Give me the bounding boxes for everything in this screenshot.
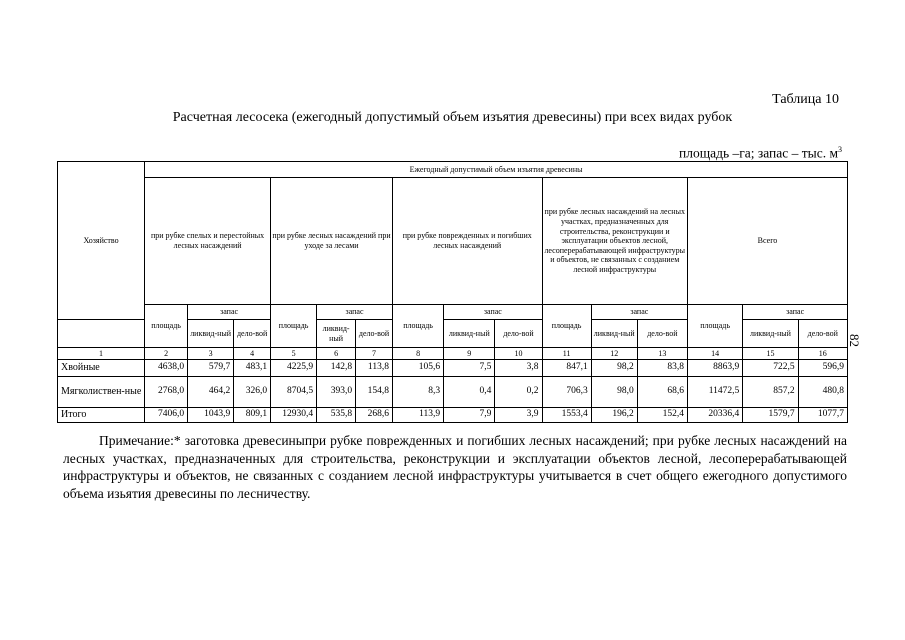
header-business: дело-вой: [637, 320, 687, 348]
table-cell: 98,2: [591, 360, 637, 377]
table-cell: 154,8: [356, 377, 393, 408]
table-cell: 152,4: [637, 408, 687, 423]
table-cell: 857,2: [743, 377, 798, 408]
header-liquid: ликвид-ный: [743, 320, 798, 348]
table-cell: 7,9: [444, 408, 495, 423]
table-label: Таблица 10: [772, 92, 839, 107]
table-cell: 0,4: [444, 377, 495, 408]
row-label: Итого: [58, 408, 145, 423]
table-cell: 11472,5: [687, 377, 742, 408]
header-business: дело-вой: [356, 320, 393, 348]
units-text: площадь –га; запас – тыс. м: [678, 145, 838, 161]
row-label: Хвойные: [58, 360, 145, 377]
table-cell: 809,1: [234, 408, 271, 423]
table-cell: 20336,4: [687, 408, 742, 423]
table-cell: 196,2: [591, 408, 637, 423]
row-label: Мягколиствен-ные: [58, 377, 145, 408]
table-cell: 464,2: [188, 377, 234, 408]
header-stock: запас: [591, 305, 687, 320]
table-cell: 83,8: [637, 360, 687, 377]
footnote: [63, 432, 847, 502]
table-cell: 847,1: [542, 360, 591, 377]
table-cell: 4638,0: [145, 360, 188, 377]
header-stock: запас: [743, 305, 848, 320]
column-number: 9: [444, 348, 495, 360]
header-liquid: ликвид-ный: [188, 320, 234, 348]
page-number: 82: [847, 334, 862, 347]
column-number: 12: [591, 348, 637, 360]
table-cell: 2768,0: [145, 377, 188, 408]
table-cell: 8,3: [392, 377, 443, 408]
table-cell: 393,0: [317, 377, 356, 408]
footnote-text: Примечание:* заготовка древесиныпри рубке поврежденных и погибших лесных насаждений; при рубке лесных насаждений на лесных участках, предназначенных для строительства, реконструкции и эксплуатации объектов лесной, лесоперерабатывающей инфраструктуры и объектов, не связанных с созданием лесной инфраструктуры учитывается в счет общего ежегодного допустимого объема изьятия древесины по лесничеству.: [63, 433, 847, 501]
table-cell: 4225,9: [271, 360, 317, 377]
column-number: 4: [234, 348, 271, 360]
table-title: Расчетная лесосека (ежегодный допустимый объем изъятия древесины) при всех видах рубок: [172, 110, 733, 125]
header-area: площадь: [542, 305, 591, 348]
column-number: 16: [798, 348, 847, 360]
header-group-construction: при рубке лесных насаждений на лесных участках, предназначенных для строительства, реконструкции и эксплуатации объектов лесной, лесоперерабатывающей инфраструктуры и объектов, не связанных с созданием лесной инфраструктуры: [542, 178, 687, 305]
table-cell: 1579,7: [743, 408, 798, 423]
table-cell: 3,8: [495, 360, 542, 377]
column-number: 13: [637, 348, 687, 360]
column-number: 11: [542, 348, 591, 360]
header-business: дело-вой: [234, 320, 271, 348]
header-group-damaged: при рубке поврежденных и погибших лесных насаждений: [392, 178, 542, 305]
header-liquid: ликвид-ный: [591, 320, 637, 348]
table-cell: 7406,0: [145, 408, 188, 423]
table-cell: 98,0: [591, 377, 637, 408]
table-cell: 7,5: [444, 360, 495, 377]
table-row: [58, 408, 848, 423]
header-area: площадь: [145, 305, 188, 348]
table-cell: 1553,4: [542, 408, 591, 423]
column-number: 2: [145, 348, 188, 360]
header-group-mature: при рубке спелых и перестойных лесных насаждений: [145, 178, 271, 305]
table-cell: 1077,7: [798, 408, 847, 423]
table-cell: 535,8: [317, 408, 356, 423]
table-cell: 105,6: [392, 360, 443, 377]
table-cell: 0,2: [495, 377, 542, 408]
header-group-care: при рубке лесных насаждений при уходе за лесами: [271, 178, 393, 305]
table-cell: 12930,4: [271, 408, 317, 423]
column-number-row: [58, 348, 848, 360]
table-cell: 579,7: [188, 360, 234, 377]
column-number: 7: [356, 348, 393, 360]
column-number: 5: [271, 348, 317, 360]
header-stock: запас: [188, 305, 271, 320]
header-area: площадь: [392, 305, 443, 348]
column-number: 8: [392, 348, 443, 360]
column-number: 14: [687, 348, 742, 360]
header-area: площадь: [687, 305, 742, 348]
column-number: 10: [495, 348, 542, 360]
table-row: [58, 377, 848, 408]
table-cell: 3,9: [495, 408, 542, 423]
table-cell: 113,8: [356, 360, 393, 377]
table-cell: 326,0: [234, 377, 271, 408]
header-business: дело-вой: [495, 320, 542, 348]
table-cell: 480,8: [798, 377, 847, 408]
units-caption: [679, 145, 842, 162]
table-cell: 722,5: [743, 360, 798, 377]
column-number: 3: [188, 348, 234, 360]
table-row: [58, 360, 848, 377]
header-liquid: ликвид-ный: [444, 320, 495, 348]
header-group-total: Всего: [687, 178, 847, 305]
table-cell: 596,9: [798, 360, 847, 377]
table-cell: 1043,9: [188, 408, 234, 423]
column-number: 6: [317, 348, 356, 360]
header-stock: запас: [317, 305, 393, 320]
table-cell: 706,3: [542, 377, 591, 408]
table-cell: 142,8: [317, 360, 356, 377]
table-cell: 268,6: [356, 408, 393, 423]
header-farm: Хозяйство: [58, 162, 145, 320]
header-farm-spacer: [58, 320, 145, 348]
table-cell: 8704,5: [271, 377, 317, 408]
header-business: дело-вой: [798, 320, 847, 348]
table-cell: 113,9: [392, 408, 443, 423]
header-area: площадь: [271, 305, 317, 348]
table-cell: 68,6: [637, 377, 687, 408]
harvest-table: [57, 161, 848, 423]
header-liquid: ликвид-ный: [317, 320, 356, 348]
header-main: Ежегодный допустимый объем изъятия древесины: [145, 162, 848, 178]
header-stock: запас: [444, 305, 542, 320]
table-cell: 483,1: [234, 360, 271, 377]
units-superscript: 3: [838, 145, 842, 154]
column-number: 15: [743, 348, 798, 360]
table-cell: 8863,9: [687, 360, 742, 377]
column-number: 1: [58, 348, 145, 360]
